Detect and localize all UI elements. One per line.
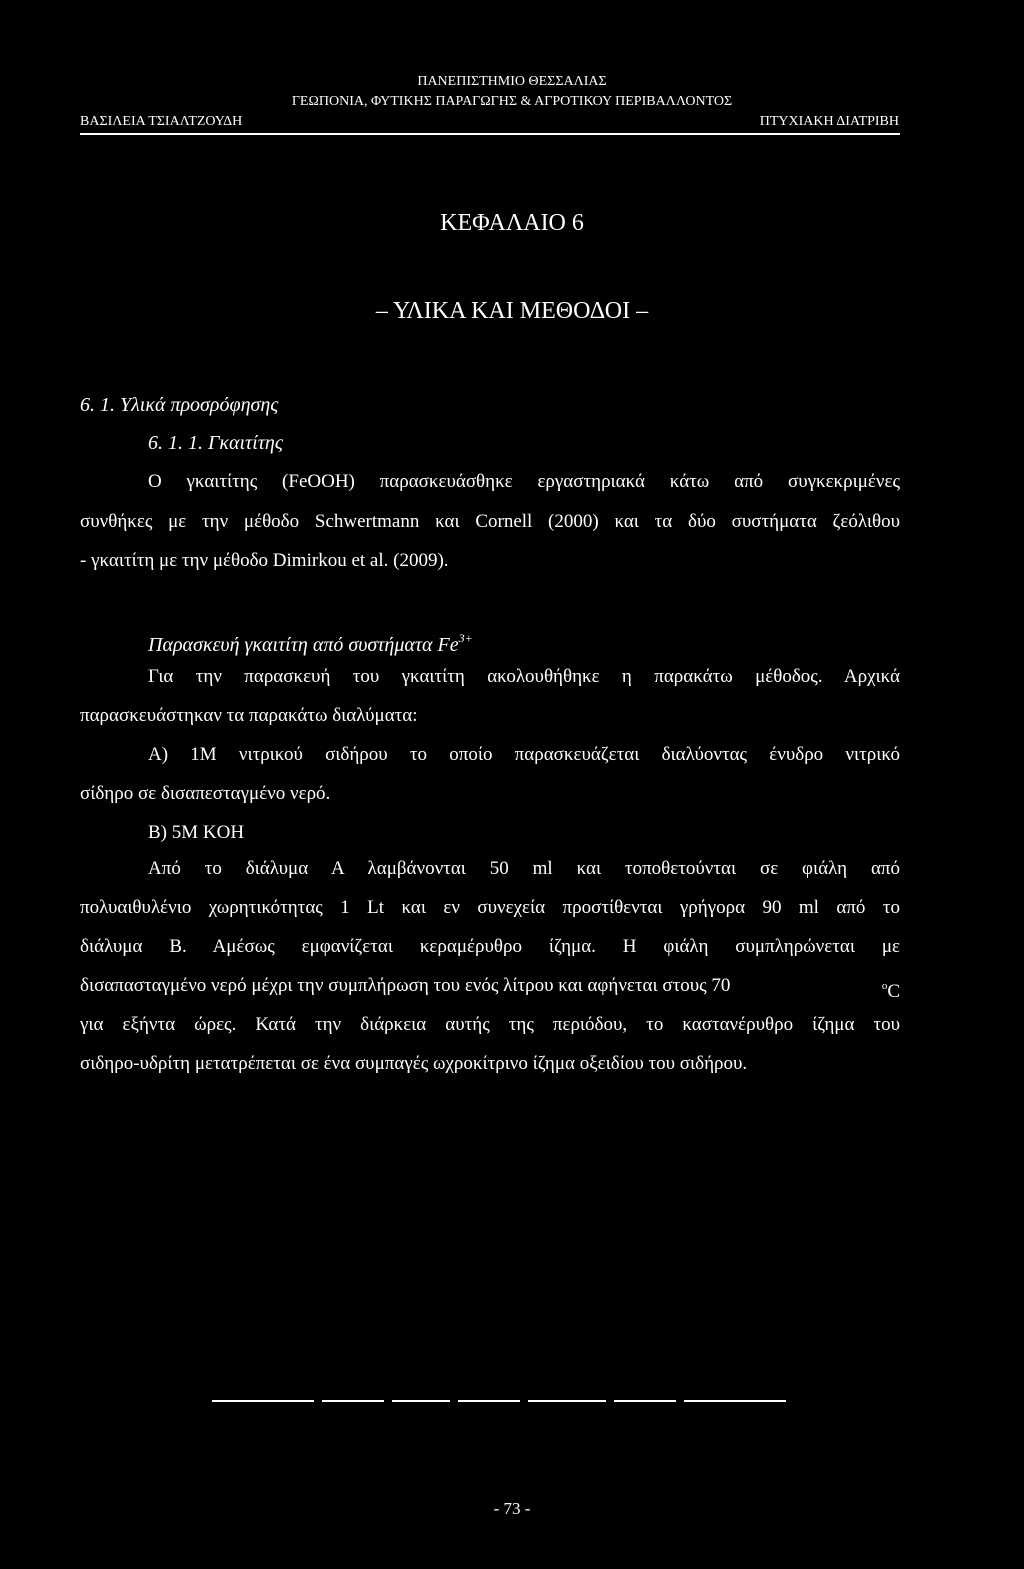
subheading-text: Παρασκευή γκαιτίτη από συστήματα Fe bbox=[148, 634, 459, 656]
footer-divider bbox=[212, 1400, 314, 1402]
paragraph-line: πολυαιθυλένιο χωρητικότητας 1 Lt και εν συνεχεία προστίθενται γρήγορα 90 ml από το bbox=[80, 897, 900, 918]
celsius-unit: C bbox=[887, 981, 900, 1002]
section-heading-6-1: 6. 1. Υλικά προσρόφησης bbox=[80, 394, 279, 416]
paragraph-line-text: δισαπασταγμένο νερό μέχρι την συμπλήρωση του ενός λίτρου και αφήνεται στους 70 bbox=[80, 975, 731, 996]
subheading-goethite-preparation bbox=[148, 626, 473, 657]
page-number: - 73 - bbox=[493, 1499, 531, 1518]
footer-divider bbox=[528, 1400, 606, 1402]
degree-superscript: o bbox=[881, 980, 888, 992]
paragraph-line: Από το διάλυμα Α λαμβάνονται 50 ml και τοποθετούνται σε φιάλη από bbox=[148, 858, 900, 879]
paragraph-line bbox=[80, 974, 900, 1004]
paragraph-line: συνθήκες με την μέθοδο Schwertmann και Cornell (2000) και τα δύο συστήματα ζεόλιθου bbox=[80, 511, 900, 532]
paragraph-line: Β) 5M KOH bbox=[148, 822, 245, 843]
paragraph-line: παρασκευάστηκαν τα παρακάτω διαλύματα: bbox=[80, 705, 418, 726]
temperature-unit bbox=[882, 974, 900, 1004]
footer-divider bbox=[322, 1400, 384, 1402]
paragraph-line: - γκαιτίτη με την μέθοδο Dimirkou et al. (2009). bbox=[80, 550, 449, 571]
footer-divider bbox=[614, 1400, 676, 1402]
header-university: ΠΑΝΕΠΙΣΤΗΜΙΟ ΘΕΣΣΑΛΙΑΣ bbox=[417, 74, 607, 89]
footer-divider bbox=[392, 1400, 450, 1402]
header-department: ΓΕΩΠΟΝΙΑ, ΦΥΤΙΚΗΣ ΠΑΡΑΓΩΓΗΣ & ΑΓΡΟΤΙΚΟΥ ΠΕΡΙΒΑΛΛΟΝΤΟΣ bbox=[291, 94, 733, 109]
paragraph-line: σιδηρο-υδρίτη μετατρέπεται σε ένα συμπαγές ωχροκίτρινο ίζημα οξειδίου του σιδήρου. bbox=[80, 1053, 748, 1074]
paragraph-line: διάλυμα Β. Αμέσως εμφανίζεται κεραμέρυθρο ίζημα. Η φιάλη συμπληρώνεται με bbox=[80, 936, 900, 957]
paragraph-line: Α) 1M νιτρικού σιδήρου το οποίο παρασκευάζεται διαλύοντας ένυδρο νιτρικό bbox=[148, 744, 900, 765]
header-author: ΒΑΣΙΛΕΙΑ ΤΣΙΑΛΤΖΟΥΔΗ bbox=[80, 114, 243, 129]
chapter-title: ΚΕΦΑΛΑΙΟ 6 bbox=[440, 210, 584, 236]
footer-divider bbox=[458, 1400, 520, 1402]
section-heading-6-1-1: 6. 1. 1. Γκαιτίτης bbox=[148, 432, 283, 454]
header-divider bbox=[80, 133, 900, 135]
footer-divider bbox=[684, 1400, 786, 1402]
paragraph-line: Ο γκαιτίτης (FeOOH) παρασκευάσθηκε εργαστηριακά κάτω από συγκεκριμένες bbox=[148, 471, 900, 492]
paragraph-line: Για την παρασκευή του γκαιτίτη ακολουθήθηκε η παρακάτω μέθοδος. Αρχικά bbox=[148, 666, 900, 687]
chapter-subtitle: – ΥΛΙΚΑ ΚΑΙ ΜΕΘΟΔΟΙ – bbox=[375, 298, 649, 324]
subheading-superscript: 3+ bbox=[458, 631, 473, 645]
paragraph-line: σίδηρο σε δισαπεσταγμένο νερό. bbox=[80, 783, 331, 804]
paragraph-line: για εξήντα ώρες. Κατά την διάρκεια αυτής της περιόδου, το καστανέρυθρο ίζημα του bbox=[80, 1014, 900, 1035]
header-document-type: ΠΤΥΧΙΑΚΗ ΔΙΑΤΡΙΒΗ bbox=[759, 114, 899, 129]
